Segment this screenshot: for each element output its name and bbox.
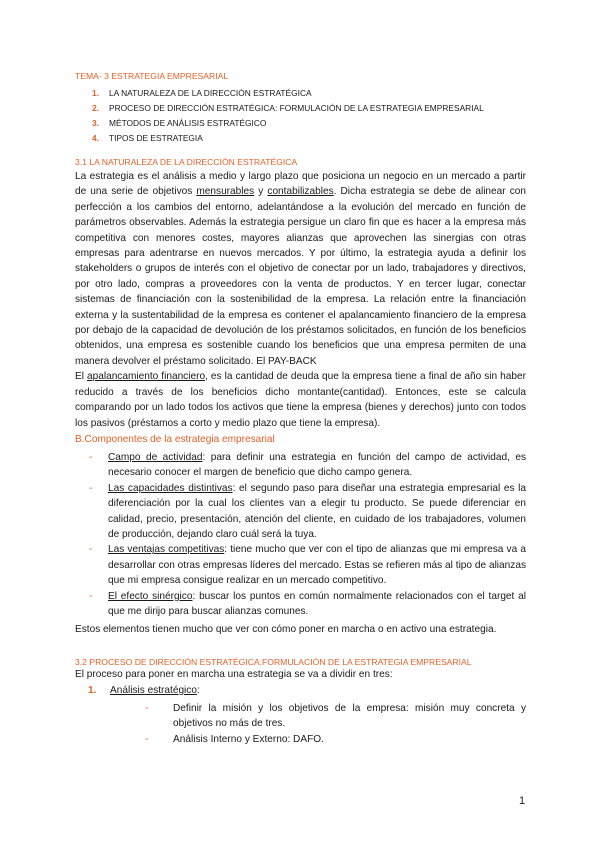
page-number: 1	[519, 795, 526, 807]
text-run: y	[254, 186, 268, 198]
sub-list-item-text: Definir la misión y los objetivos de la empresa: misión muy concreta y objetivos no más de tres.	[173, 703, 526, 730]
paragraph	[75, 369, 526, 431]
table-of-contents	[75, 86, 484, 146]
components-list	[75, 450, 526, 619]
text-run: . Dicha estrategia se debe de alinear con perfección a los cambios del entorno, adelantándose a la evolución del mercado en función de parámetros observables. Además la estrategia persigue un claro fin que es hacer a la empresa más competitiva con menores costes, mayores alianzas que aprovechen las sinergias con otras empresas para adentrarse en nuevos mercados. Y por último, la estrategia ayuda a definir los stakeholders o grupos de interés con el objetivo de conectar por un lado, trabajadores y directivos, por otro lado, compras a proveedores con la venta de productos. Y en tercer lugar, conectar sistemas de financiación con la sostenibilidad de la empresa. La relación entre la financiación externa y la sustentabilidad de la empresa es contener el apalancamiento financiero de la empresa por debajo de la capacidad de devolución de los préstamos solicitados, en función de los beneficios obtenidos, una empresa es sostenible cuando los beneficios que una empresa permiten de una manera devolver el préstamo solicitado. El PAY-BACK	[75, 186, 526, 367]
toc-item-label: TIPOS DE ESTRATEGIA	[109, 133, 203, 143]
toc-item	[75, 116, 484, 131]
list-item	[75, 542, 526, 588]
toc-item-number: 2.	[92, 103, 99, 113]
list-item-text: : para definir una estrategia en función del campo de actividad, es necesario conocer el margen de beneficio que dicho campo genera.	[108, 452, 526, 479]
paragraph	[75, 169, 526, 369]
toc-item-label: PROCESO DE DIRECCIÓN ESTRATÉGICA: FORMULACIÓN DE LA ESTRATEGIA EMPRESARIAL	[109, 103, 484, 113]
sub-list-item	[145, 732, 526, 747]
toc-item	[75, 131, 484, 146]
underlined-term: mensurables	[196, 186, 255, 198]
text-run: La estrategia es el análisis a medio y largo plazo que posiciona un negocio en un mercado a partir de una serie de objetivos	[75, 171, 526, 198]
section-2-intro: El proceso para poner en marcha una estrategia se va a dividir en tres:	[75, 669, 393, 680]
numbered-item-suffix: :	[196, 685, 200, 696]
underlined-term: apalancamiento financiero	[87, 371, 206, 383]
numbered-item-label: Análisis estratégico	[110, 685, 197, 696]
list-item	[75, 481, 526, 543]
section-1-body	[75, 169, 526, 431]
numbered-item	[88, 685, 200, 696]
document-title: TEMA- 3 ESTRATEGIA EMPRESARIAL	[75, 71, 229, 81]
toc-item-number: 4.	[92, 133, 99, 143]
list-item-text: : buscar los puntos en común normalmente relacionados con el target al que me dirijo para buscar alianzas comunes.	[108, 590, 526, 618]
components-heading: B.Componentes de la estrategia empresarial	[75, 434, 275, 445]
list-item-term: Campo de actividad	[108, 452, 203, 463]
toc-item	[75, 86, 484, 101]
toc-item-label: LA NATURALEZA DE LA DIRECCIÓN ESTRATÉGICA	[109, 88, 312, 98]
sub-list-item-text: Análisis Interno y Externo: DAFO.	[173, 733, 324, 745]
list-item-term: Las capacidades distintivas	[108, 482, 233, 494]
sub-list	[145, 701, 526, 747]
toc-item-number: 1.	[92, 88, 99, 98]
components-closing: Estos elementos tienen mucho que ver con cómo poner en marcha o en activo una estrategia.	[75, 624, 497, 635]
toc-item-label: MÉTODOS DE ANÁLISIS ESTRATÉGICO	[109, 118, 267, 128]
list-item	[75, 450, 526, 481]
dash-bullet: -	[89, 544, 93, 556]
dash-bullet: -	[89, 590, 93, 602]
dash-bullet: -	[145, 703, 149, 714]
dash-bullet: -	[89, 452, 93, 463]
list-item-term: Las ventajas competitivas	[108, 544, 225, 556]
text-run: , es la cantidad de deuda que la empresa tiene a final de año sin haber reducido a través de los beneficios dicho montante(cantidad). Entonces, este se calcula comparando por un lado todos los activos que tiene la empresa (bienes y derechos) junto con todos los pasivos (préstamos a corto y medio plazo que tiene la empresa).	[75, 371, 526, 429]
dash-bullet: -	[145, 733, 149, 745]
numbered-item-number: 1.	[88, 685, 97, 696]
section-heading-3-1: 3.1 LA NATURALEZA DE LA DIRECCIÓN ESTRATÉGICA	[75, 157, 298, 167]
dash-bullet: -	[89, 482, 93, 494]
toc-item-number: 3.	[92, 118, 99, 128]
toc-item	[75, 101, 484, 116]
sub-list-item	[145, 701, 526, 732]
text-run: El	[75, 371, 87, 383]
section-heading-3-2: 3.2 PROCESO DE DIRECCIÓN ESTRATÉGICA:FORMULACIÓN DE LA ESTRATEGIA EMPRESARIAL	[75, 657, 472, 667]
list-item-text: : el segundo paso para diseñar una estrategia empresarial es la diferenciación por la cual los clientes van a elegir tu producto. Se puede diferenciar en calidad, precio, presentación, atención del cliente, en cuidado de los trabajadores, volumen de producción, dejando claro cuál será la tuya.	[108, 482, 526, 541]
list-item	[75, 589, 526, 620]
list-item-term: El efecto sinérgico	[108, 590, 193, 602]
underlined-term: contabilizables	[267, 186, 334, 198]
list-item-text: : tiene mucho que ver con el tipo de alianzas que mi empresa va a desarrollar con otras empresas líderes del mercado. Estas se refieren más al tipo de alianzas que mi empresa consigue realizar en un mercado competitivo.	[108, 544, 526, 587]
